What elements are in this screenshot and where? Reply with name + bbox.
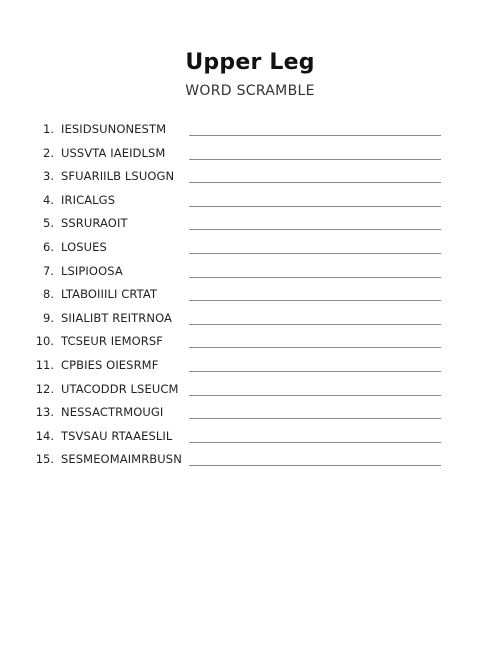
word-scramble-list — [30, 121, 450, 475]
item-number: 13. — [35, 405, 54, 420]
answer-line — [189, 159, 441, 160]
item-number: 10. — [35, 334, 54, 349]
list-item — [30, 145, 450, 169]
answer-line — [189, 418, 441, 419]
list-item — [30, 310, 450, 334]
answer-line — [189, 347, 441, 348]
answer-line — [189, 395, 441, 396]
page-title: Upper Leg — [185, 50, 315, 75]
scrambled-word: SFUARIILB LSUOGN — [61, 169, 175, 184]
scrambled-word: CPBIES OIESRMF — [61, 357, 159, 372]
answer-line — [189, 371, 441, 372]
scrambled-word: UTACODDR LSEUCM — [61, 381, 179, 396]
scrambled-word: USSVTA IAEIDLSM — [61, 145, 166, 160]
answer-line — [189, 253, 441, 254]
item-number: 5. — [43, 216, 54, 231]
item-number: 12. — [35, 381, 54, 396]
scrambled-word: LSIPIOOSA — [61, 263, 123, 278]
list-item — [30, 239, 450, 263]
scrambled-word: TCSEUR IEMORSF — [61, 334, 163, 349]
scrambled-word: SESMEOMAIMRBUSN — [61, 452, 182, 467]
list-item — [30, 381, 450, 405]
scrambled-word: IESIDSUNONESTM — [61, 122, 167, 136]
scrambled-word: LOSUES — [61, 239, 107, 254]
scrambled-word: SSRURAOIT — [61, 216, 128, 231]
answer-line — [189, 465, 441, 466]
list-item — [30, 121, 450, 145]
scrambled-word: IRICALGS — [61, 192, 116, 207]
answer-line — [189, 277, 441, 278]
answer-line — [189, 135, 441, 136]
item-number: 11. — [35, 357, 54, 372]
list-item — [30, 404, 450, 428]
item-number: 7. — [43, 263, 54, 278]
item-number: 3. — [43, 169, 54, 184]
answer-line — [189, 229, 441, 230]
item-number: 6. — [43, 239, 54, 254]
item-number: 8. — [43, 287, 54, 302]
page-subtitle: WORD SCRAMBLE — [185, 83, 315, 99]
answer-line — [189, 442, 441, 443]
scrambled-word: NESSACTRMOUGI — [61, 405, 164, 420]
scrambled-word: TSVSAU RTAAESLIL — [61, 428, 173, 443]
item-number: 4. — [43, 192, 54, 207]
list-item — [30, 192, 450, 216]
item-number: 15. — [35, 452, 54, 467]
list-item — [30, 215, 450, 239]
item-number: 1. — [43, 122, 54, 136]
scrambled-word: LTABOIIILI CRTAT — [61, 287, 158, 302]
list-item — [30, 333, 450, 357]
answer-line — [189, 300, 441, 301]
list-item — [30, 168, 450, 192]
answer-line — [189, 324, 441, 325]
item-number: 2. — [43, 145, 54, 160]
answer-line — [189, 206, 441, 207]
item-number: 9. — [43, 310, 54, 325]
list-item — [30, 263, 450, 287]
list-item — [30, 428, 450, 452]
list-item — [30, 286, 450, 310]
answer-line — [189, 182, 441, 183]
list-item — [30, 451, 450, 475]
item-number: 14. — [35, 428, 54, 443]
scrambled-word: SIIALIBT REITRNOA — [61, 310, 173, 325]
list-item — [30, 357, 450, 381]
